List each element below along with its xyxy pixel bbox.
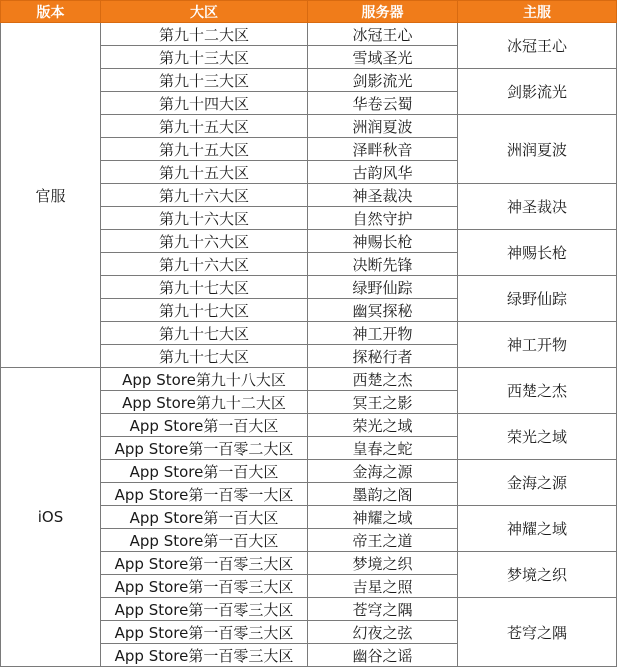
region-cell: 第九十五大区 (101, 115, 308, 138)
region-cell: 第九十六大区 (101, 230, 308, 253)
region-cell: App Store第九十二大区 (101, 391, 308, 414)
server-cell: 苍穹之隅 (308, 598, 458, 621)
server-cell: 绿野仙踪 (308, 276, 458, 299)
server-cell: 冥王之影 (308, 391, 458, 414)
region-cell: App Store第一百零二大区 (101, 437, 308, 460)
main-server-cell: 冰冠王心 (458, 23, 617, 69)
region-cell: 第九十六大区 (101, 207, 308, 230)
region-cell: App Store第一百零三大区 (101, 575, 308, 598)
region-cell: App Store第一百大区 (101, 529, 308, 552)
main-server-cell: 西楚之杰 (458, 368, 617, 414)
server-cell: 决断先锋 (308, 253, 458, 276)
server-cell: 神圣裁决 (308, 184, 458, 207)
region-cell: App Store第一百零三大区 (101, 644, 308, 667)
header-server: 服务器 (308, 1, 458, 23)
server-cell: 泽畔秋音 (308, 138, 458, 161)
header-row (1, 1, 617, 23)
region-cell: 第九十三大区 (101, 69, 308, 92)
server-cell: 冰冠王心 (308, 23, 458, 46)
main-server-cell: 绿野仙踪 (458, 276, 617, 322)
region-cell: App Store第一百零三大区 (101, 598, 308, 621)
region-cell: 第九十四大区 (101, 92, 308, 115)
server-cell: 自然守护 (308, 207, 458, 230)
region-cell: App Store第一百零三大区 (101, 552, 308, 575)
region-cell: 第九十六大区 (101, 184, 308, 207)
server-cell: 荣光之域 (308, 414, 458, 437)
server-cell: 华卷云蜀 (308, 92, 458, 115)
region-cell: 第九十三大区 (101, 46, 308, 69)
region-cell: 第九十七大区 (101, 345, 308, 368)
region-cell: App Store第一百大区 (101, 506, 308, 529)
region-cell: App Store第一百大区 (101, 414, 308, 437)
region-cell: 第九十七大区 (101, 322, 308, 345)
region-cell: 第九十七大区 (101, 299, 308, 322)
server-cell: 探秘行者 (308, 345, 458, 368)
region-cell: App Store第九十八大区 (101, 368, 308, 391)
main-server-cell: 金海之源 (458, 460, 617, 506)
table-row (1, 368, 617, 391)
server-cell: 神工开物 (308, 322, 458, 345)
region-cell: 第九十五大区 (101, 161, 308, 184)
server-cell: 剑影流光 (308, 69, 458, 92)
server-cell: 梦境之织 (308, 552, 458, 575)
main-server-cell: 剑影流光 (458, 69, 617, 115)
region-cell: 第九十七大区 (101, 276, 308, 299)
server-cell: 墨韵之阁 (308, 483, 458, 506)
server-cell: 幽冥探秘 (308, 299, 458, 322)
table-body (1, 23, 617, 667)
header-main-server: 主服 (458, 1, 617, 23)
server-cell: 幻夜之弦 (308, 621, 458, 644)
main-server-cell: 苍穹之隅 (458, 598, 617, 667)
server-cell: 古韵风华 (308, 161, 458, 184)
server-cell: 皇春之蛇 (308, 437, 458, 460)
header-region: 大区 (101, 1, 308, 23)
main-server-cell: 神圣裁决 (458, 184, 617, 230)
region-cell: 第九十六大区 (101, 253, 308, 276)
server-cell: 神赐长枪 (308, 230, 458, 253)
server-cell: 雪域圣光 (308, 46, 458, 69)
server-cell: 神耀之域 (308, 506, 458, 529)
main-server-cell: 神赐长枪 (458, 230, 617, 276)
region-cell: App Store第一百零一大区 (101, 483, 308, 506)
main-server-cell: 梦境之织 (458, 552, 617, 598)
region-cell: App Store第一百零三大区 (101, 621, 308, 644)
region-cell: App Store第一百大区 (101, 460, 308, 483)
main-server-cell: 洲润夏波 (458, 115, 617, 184)
table-row (1, 23, 617, 46)
server-cell: 金海之源 (308, 460, 458, 483)
server-cell: 洲润夏波 (308, 115, 458, 138)
server-cell: 西楚之杰 (308, 368, 458, 391)
region-cell: 第九十二大区 (101, 23, 308, 46)
server-cell: 帝王之道 (308, 529, 458, 552)
platform-cell: 官服 (1, 23, 101, 368)
main-server-cell: 荣光之域 (458, 414, 617, 460)
region-cell: 第九十五大区 (101, 138, 308, 161)
server-cell: 幽谷之谣 (308, 644, 458, 667)
header-platform: 版本 (1, 1, 101, 23)
server-cell: 吉星之照 (308, 575, 458, 598)
main-server-cell: 神耀之域 (458, 506, 617, 552)
platform-cell: iOS (1, 368, 101, 667)
main-server-cell: 神工开物 (458, 322, 617, 368)
